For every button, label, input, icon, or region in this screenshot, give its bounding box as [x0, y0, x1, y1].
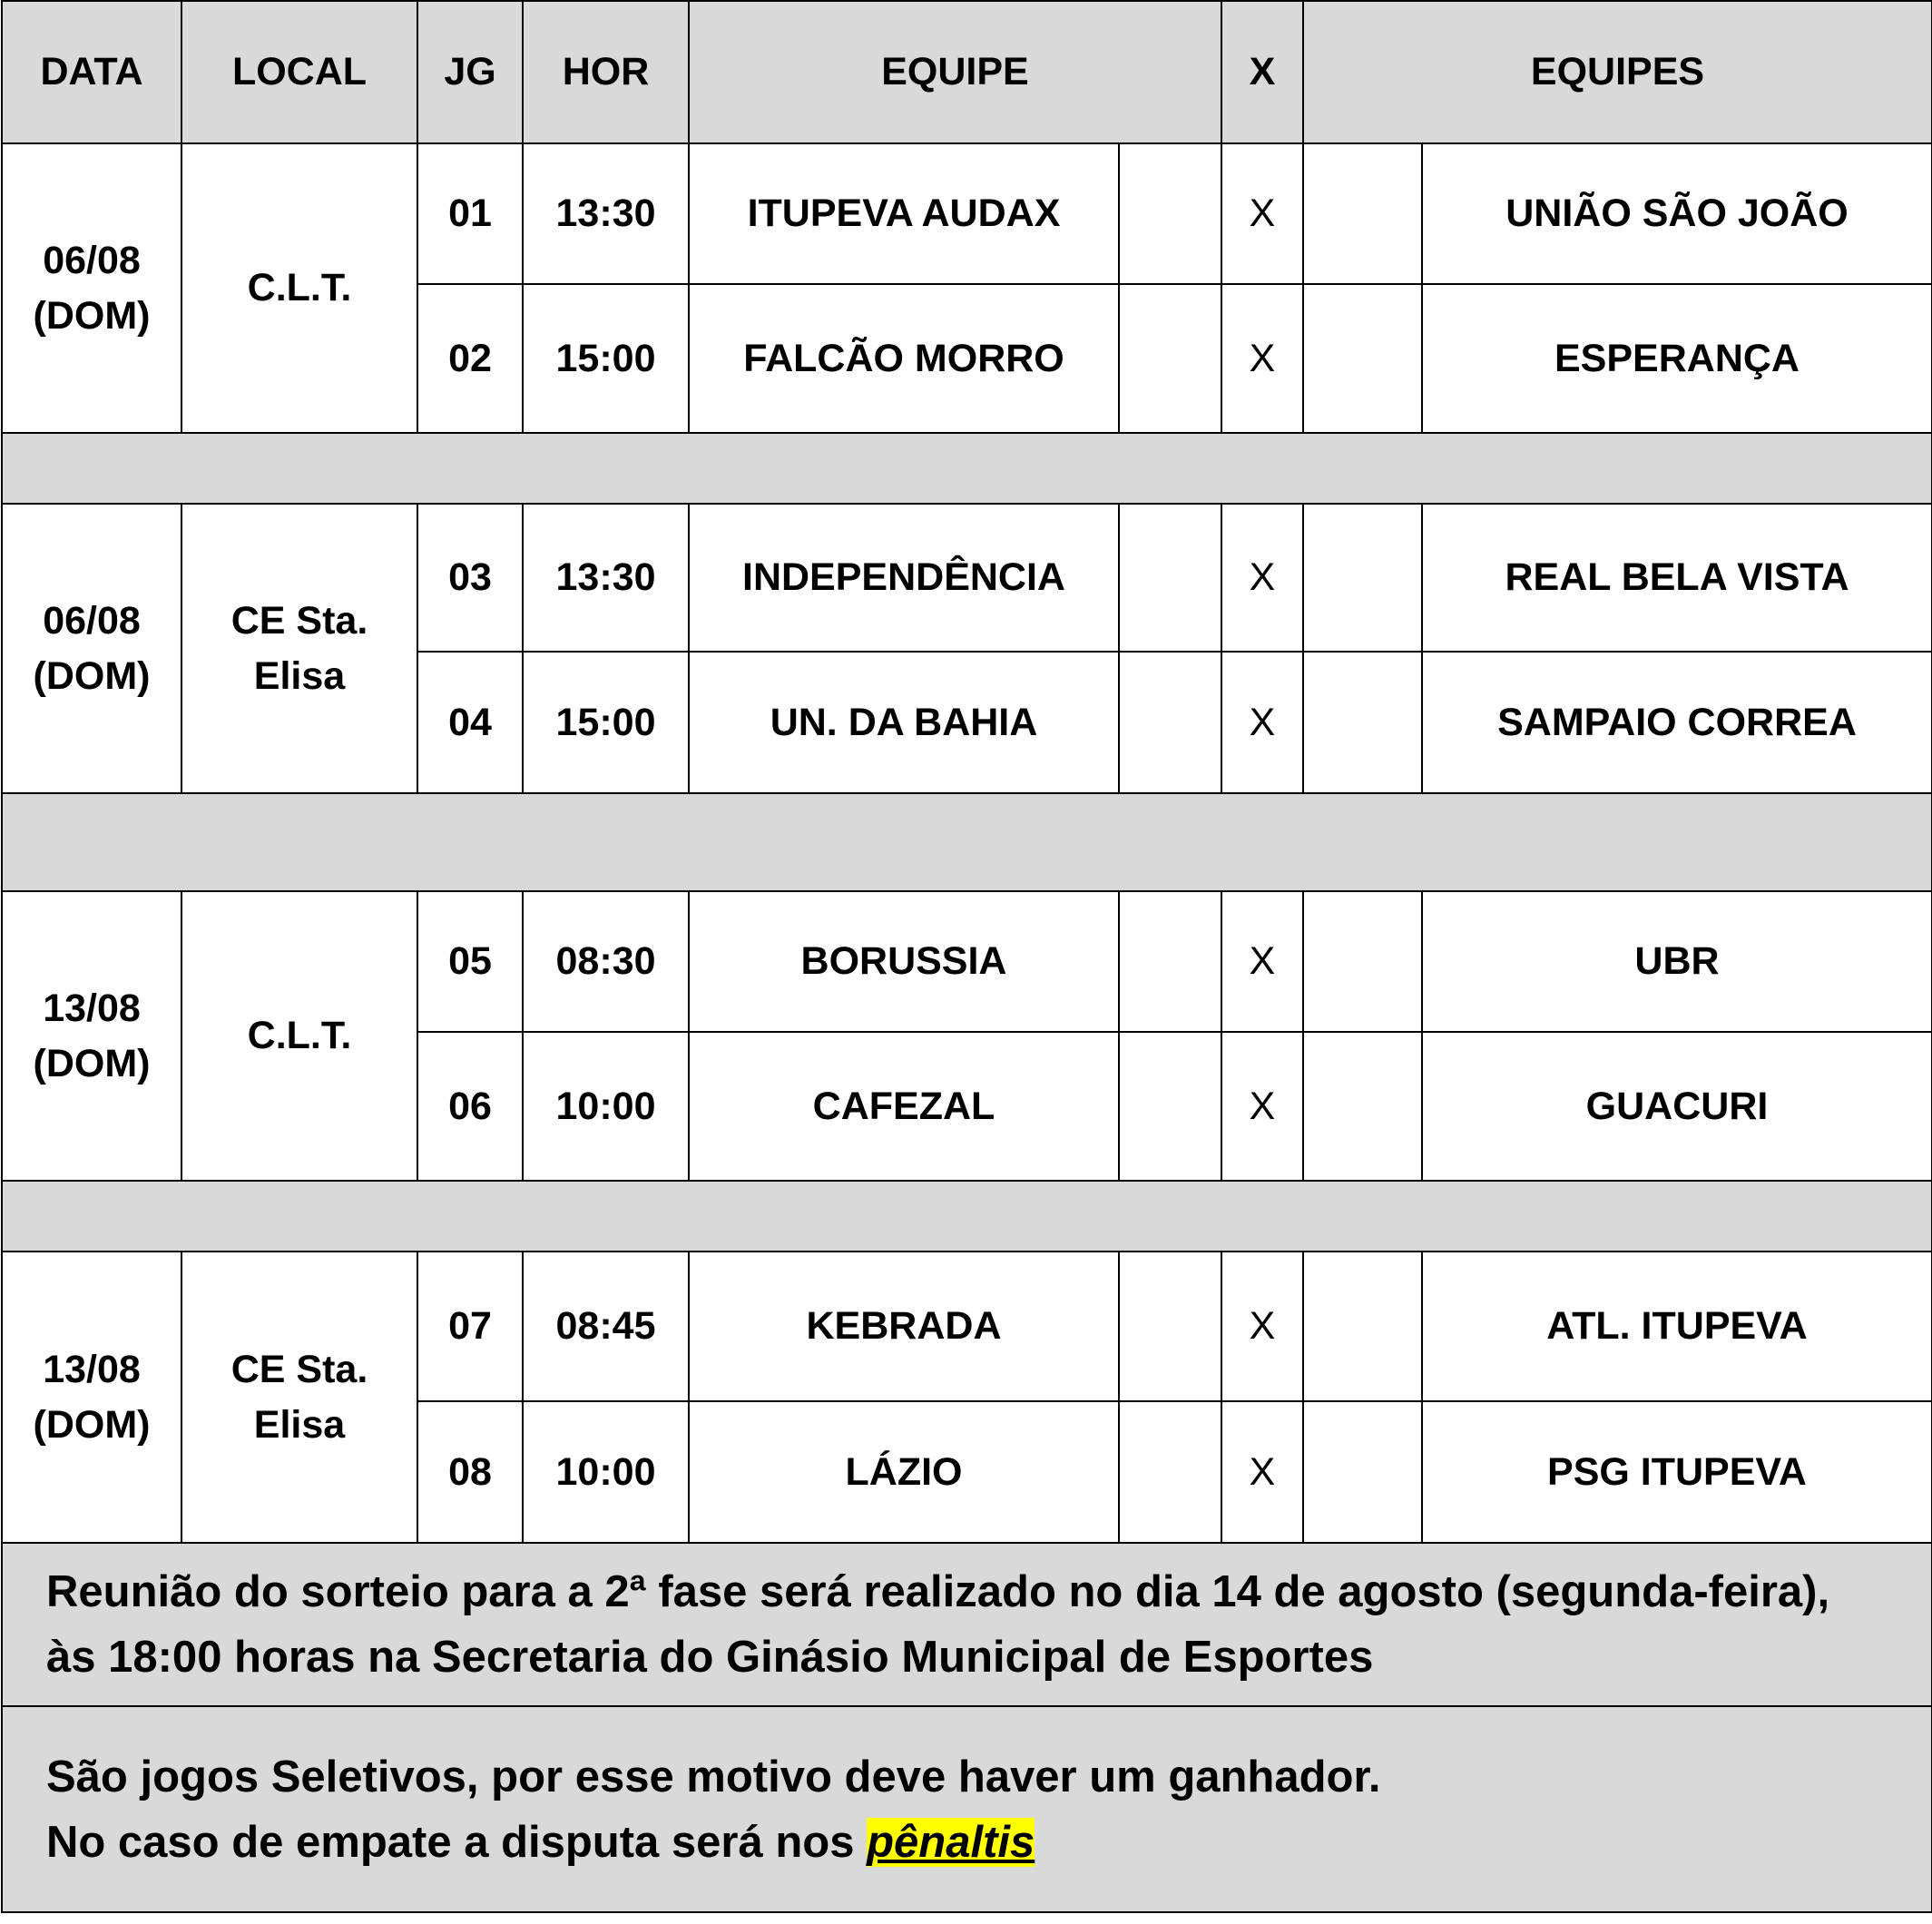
spacer-row — [2, 1181, 1932, 1252]
spacer-row — [2, 793, 1932, 891]
away-team: GUACURI — [1422, 1032, 1932, 1181]
date-cell — [2, 504, 181, 793]
table-row — [2, 143, 1932, 284]
spacer-cell — [2, 793, 1932, 891]
home-team: ITUPEVA AUDAX — [689, 143, 1119, 284]
game-number: 02 — [417, 284, 523, 433]
day-value: (DOM) — [33, 653, 151, 698]
meeting-note — [2, 1543, 1932, 1706]
header-local: LOCAL — [181, 1, 417, 143]
date-value: 13/08 — [43, 1347, 141, 1391]
versus-mark: X — [1221, 504, 1303, 652]
game-time: 13:30 — [523, 504, 689, 652]
local-value: C.L.T. — [247, 1014, 352, 1057]
away-team: SAMPAIO CORREA — [1422, 652, 1932, 793]
local-cell — [181, 1252, 417, 1543]
game-number: 03 — [417, 504, 523, 652]
game-time: 10:00 — [523, 1032, 689, 1181]
home-score — [1119, 652, 1221, 793]
rules-note-text: No caso de empate a disputa será nos — [46, 1817, 868, 1867]
home-score — [1119, 1032, 1221, 1181]
date-value: 06/08 — [43, 238, 141, 282]
local-value-line2: Elisa — [253, 1402, 346, 1447]
home-team: BORUSSIA — [689, 891, 1119, 1032]
away-team: UNIÃO SÃO JOÃO — [1422, 143, 1932, 284]
date-cell — [2, 1252, 181, 1543]
home-team: UN. DA BAHIA — [689, 652, 1119, 793]
day-value: (DOM) — [33, 1041, 151, 1085]
game-time: 08:45 — [523, 1252, 689, 1401]
away-score — [1303, 504, 1422, 652]
game-number: 08 — [417, 1401, 523, 1543]
away-score — [1303, 1401, 1422, 1543]
local-value: CE Sta. — [230, 598, 368, 643]
home-score — [1119, 1401, 1221, 1543]
versus-mark: X — [1221, 891, 1303, 1032]
home-team: INDEPENDÊNCIA — [689, 504, 1119, 652]
header-equipes: EQUIPES — [1303, 1, 1932, 143]
away-team: REAL BELA VISTA — [1422, 504, 1932, 652]
game-time: 10:00 — [523, 1401, 689, 1543]
away-score — [1303, 284, 1422, 433]
game-number: 04 — [417, 652, 523, 793]
home-score — [1119, 504, 1221, 652]
away-score — [1303, 1032, 1422, 1181]
local-cell — [181, 504, 417, 793]
rules-note — [2, 1706, 1932, 1912]
game-time: 15:00 — [523, 284, 689, 433]
spacer-cell — [2, 1181, 1932, 1252]
game-time: 13:30 — [523, 143, 689, 284]
away-team: UBR — [1422, 891, 1932, 1032]
rules-note-line1: São jogos Seletivos, por esse motivo deve haver um ganhador. — [46, 1752, 1381, 1801]
header-data: DATA — [2, 1, 181, 143]
home-score — [1119, 284, 1221, 433]
local-value: CE Sta. — [230, 1347, 368, 1391]
meeting-note-row — [2, 1543, 1932, 1706]
versus-mark: X — [1221, 284, 1303, 433]
away-team: ATL. ITUPEVA — [1422, 1252, 1932, 1401]
date-value: 13/08 — [43, 986, 141, 1030]
away-team: ESPERANÇA — [1422, 284, 1932, 433]
local-value: C.L.T. — [247, 266, 352, 309]
home-team: FALCÃO MORRO — [689, 284, 1119, 433]
game-time: 08:30 — [523, 891, 689, 1032]
table-row — [2, 891, 1932, 1032]
versus-mark: X — [1221, 1401, 1303, 1543]
schedule-table — [1, 0, 1932, 1913]
table-row — [2, 1252, 1932, 1401]
versus-mark: X — [1221, 1032, 1303, 1181]
home-team: CAFEZAL — [689, 1032, 1119, 1181]
home-team: LÁZIO — [689, 1401, 1119, 1543]
local-value-line2: Elisa — [253, 653, 346, 698]
header-hor: HOR — [523, 1, 689, 143]
local-cell — [181, 143, 417, 433]
game-number: 05 — [417, 891, 523, 1032]
home-team: KEBRADA — [689, 1252, 1119, 1401]
game-time: 15:00 — [523, 652, 689, 793]
header-row — [2, 1, 1932, 143]
header-jg: JG — [417, 1, 523, 143]
home-score — [1119, 1252, 1221, 1401]
versus-mark: X — [1221, 1252, 1303, 1401]
versus-mark: X — [1221, 143, 1303, 284]
date-cell — [2, 143, 181, 433]
date-cell — [2, 891, 181, 1181]
rules-note-row — [2, 1706, 1932, 1912]
rules-note-line2 — [46, 1810, 1895, 1875]
table-row — [2, 504, 1932, 652]
away-score — [1303, 891, 1422, 1032]
day-value: (DOM) — [33, 293, 151, 338]
home-score — [1119, 891, 1221, 1032]
meeting-note-line1: Reunião do sorteio para a 2ª fase será realizado no dia 14 de agosto (segunda-feira), — [46, 1567, 1830, 1616]
meeting-note-line2: às 18:00 horas na Secretaria do Ginásio Municipal de Esportes — [46, 1633, 1374, 1682]
header-x: X — [1221, 1, 1303, 143]
date-value: 06/08 — [43, 598, 141, 643]
game-number: 01 — [417, 143, 523, 284]
penaltis-highlight: pênaltis — [867, 1817, 1035, 1867]
away-score — [1303, 143, 1422, 284]
away-score — [1303, 652, 1422, 793]
spacer-cell — [2, 433, 1932, 504]
header-equipe: EQUIPE — [689, 1, 1221, 143]
away-score — [1303, 1252, 1422, 1401]
away-team: PSG ITUPEVA — [1422, 1401, 1932, 1543]
local-cell — [181, 891, 417, 1181]
game-number: 06 — [417, 1032, 523, 1181]
day-value: (DOM) — [33, 1402, 151, 1447]
versus-mark: X — [1221, 652, 1303, 793]
game-number: 07 — [417, 1252, 523, 1401]
spacer-row — [2, 433, 1932, 504]
home-score — [1119, 143, 1221, 284]
